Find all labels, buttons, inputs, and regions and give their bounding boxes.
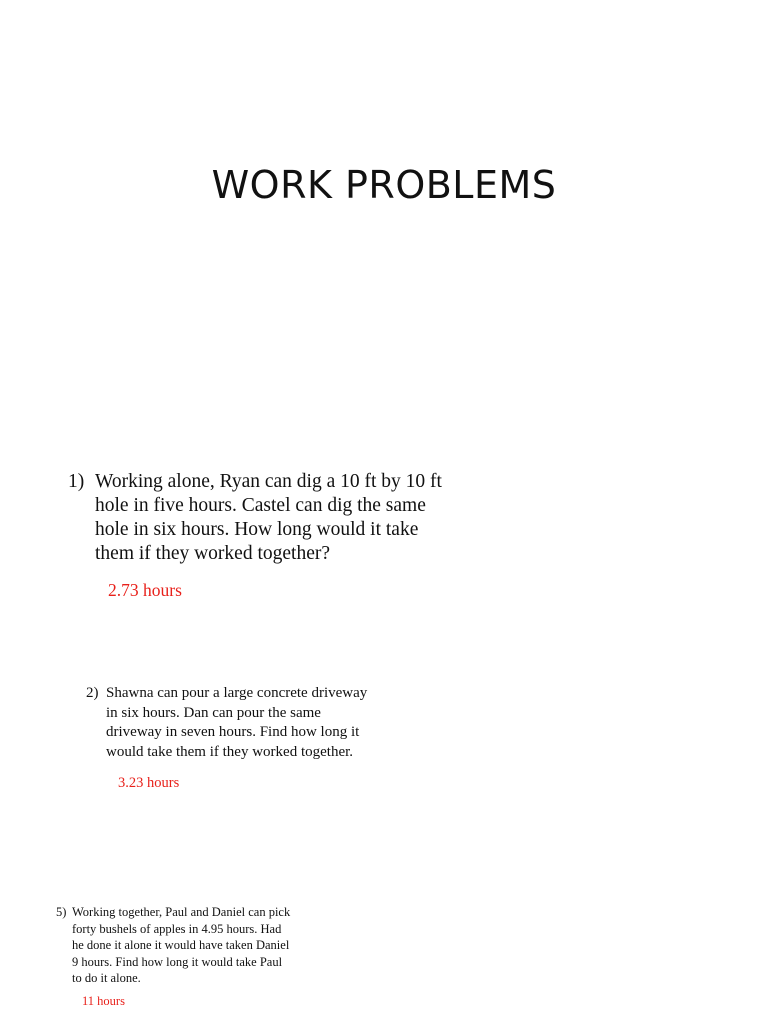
problem-line: in six hours. Dan can pour the same	[106, 704, 321, 721]
problem-line: he done it alone it would have taken Daniel	[72, 938, 290, 952]
problem-5	[56, 904, 356, 987]
problem-line: Shawna can pour a large concrete driveway	[106, 685, 368, 701]
problem-text	[86, 684, 416, 762]
problem-line: driveway in seven hours. Find how long it	[106, 724, 360, 740]
answer-2: 3.23 hours	[118, 775, 180, 791]
problem-line: Working alone, Ryan can dig a 10 ft by 10 ft	[95, 471, 442, 492]
problem-line: hole in five hours. Castel can dig the same	[95, 495, 426, 516]
problem-number: 5)	[56, 905, 67, 919]
answer-5: 11 hours	[82, 994, 125, 1008]
problem-2	[86, 684, 416, 762]
problem-line: would take them if they worked together.	[106, 743, 354, 760]
problem-line: forty bushels of apples in 4.95 hours. Had	[72, 921, 282, 936]
problem-line: to do it alone.	[72, 971, 141, 985]
problem-1	[68, 470, 468, 566]
problem-line: hole in six hours. How long would it take	[95, 519, 419, 540]
problem-line: 9 hours. Find how long it would take Paul	[72, 954, 283, 969]
problem-text	[56, 904, 356, 987]
problem-line: them if they worked together?	[95, 543, 330, 564]
answer-1: 2.73 hours	[108, 580, 182, 600]
problem-number: 2)	[86, 685, 99, 701]
problem-number: 1)	[68, 471, 85, 492]
page-title: WORK PROBLEMS	[211, 163, 557, 207]
problem-text	[68, 470, 468, 566]
problem-line: Working together, Paul and Daniel can pick	[72, 905, 291, 919]
